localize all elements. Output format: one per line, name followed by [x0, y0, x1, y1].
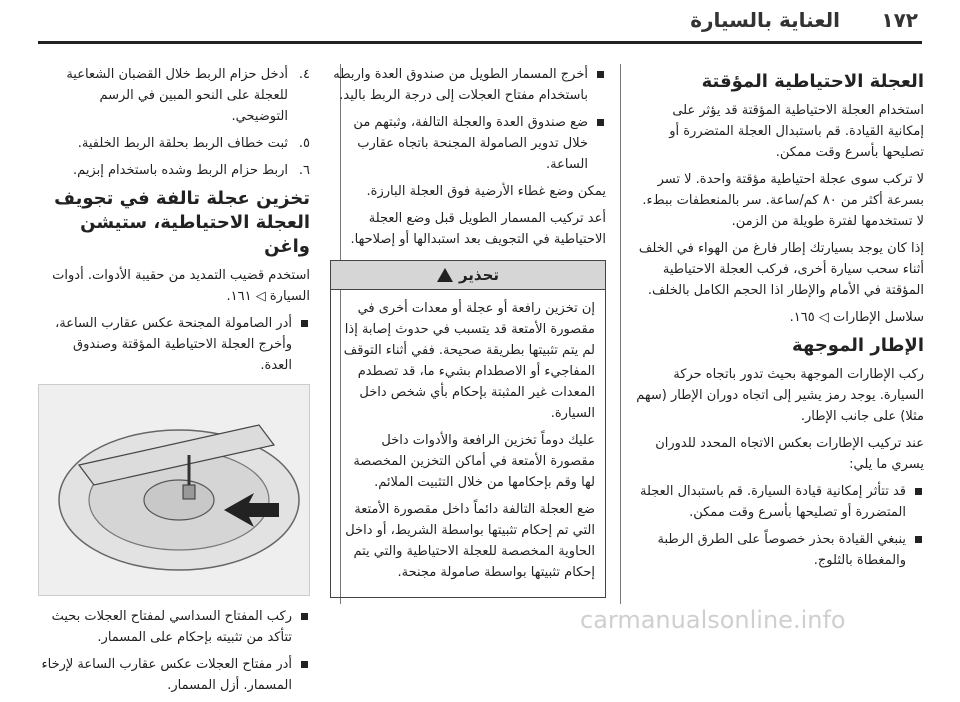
- step-number: ٦.: [298, 163, 310, 178]
- numbered-step: [40, 160, 310, 181]
- watermark: carmanualsonline.info: [580, 606, 846, 634]
- numbered-step: [40, 64, 310, 127]
- section-title: تخزين عجلة تالفة في تجويف العجلة الاحتياطية، ستيشن واغن: [54, 188, 310, 257]
- paragraph: استخدام العجلة الاحتياطية المؤقتة قد يؤثر على إمكانية القيادة. قم باستبدال العجلة المتضررة أو تصليحها بأسرع وقت ممكن.: [669, 103, 924, 160]
- bullet-text: أخرج المسمار الطويل من صندوق العدة واربطه باستخدام مفتاح العجلات إلى درجة الربط باليد.: [333, 67, 588, 103]
- middle-column: [330, 64, 606, 608]
- bullet-square-icon: [597, 71, 604, 78]
- bullet-square-icon: [301, 661, 308, 668]
- bullet-item: [330, 64, 606, 106]
- bullet-square-icon: [597, 119, 604, 126]
- column-divider: [620, 64, 621, 604]
- header-rule: [38, 41, 922, 44]
- bullet-text: قد تتأثر إمكانية قيادة السيارة. قم باستبدال العجلة المتضررة أو تصليحها بأسرع وقت ممكن.: [639, 484, 906, 520]
- step-text: ثبت خطاف الربط بحلقة الربط الخلفية.: [77, 136, 288, 151]
- bullet-square-icon: [915, 536, 922, 543]
- step-number: ٤.: [298, 67, 310, 82]
- bullet-text: ضع صندوق العدة والعجلة التالفة، وثبتهم من خلال تدوير الصامولة المجنحة باتجاه عقارب الساعة.: [353, 115, 588, 172]
- page-number: ١٧٢: [881, 8, 918, 32]
- spare-wheel-illustration: [38, 384, 310, 596]
- bullet-square-icon: [915, 488, 922, 495]
- bullet-item: [634, 529, 924, 571]
- step-text: أدخل حزام الربط خلال القضبان الشعاعية للعجلة على النحو المبين في الرسم التوضيحي.: [66, 67, 288, 124]
- paragraph: عليك دوماً تخزين الرافعة والأدوات داخل مقصورة الأمتعة في أماكن التخزين المخصصة لها وقم بإحكامها من خلال التثبيت الملائم.: [353, 433, 595, 490]
- bullet-square-icon: [301, 613, 308, 620]
- bullet-item: [634, 481, 924, 523]
- bullet-item: [330, 112, 606, 175]
- cross-reference: سلاسل الإطارات ◁ ١٦٥.: [789, 310, 924, 325]
- running-title: العناية بالسيارة: [690, 8, 840, 32]
- bullet-text: ينبغي القيادة بحذر خصوصاً على الطرق الرطبة والمغطاة بالثلوج.: [657, 532, 906, 568]
- right-column: [634, 64, 924, 577]
- paragraph: يمكن وضع غطاء الأرضية فوق العجلة البارزة.: [366, 184, 606, 199]
- warning-body: [331, 290, 605, 597]
- section-title: الإطار الموجهة: [792, 335, 924, 356]
- paragraph: أعد تركيب المسمار الطويل قبل وضع العجلة الاحتياطية في التجويف بعد استبدالها أو إصلاحها.: [350, 211, 606, 247]
- numbered-step: [40, 133, 310, 154]
- bullet-text: أدر مفتاح العجلات عكس عقارب الساعة لإرخاء المسمار. أزل المسمار.: [41, 657, 292, 693]
- bullet-text: ركب المفتاح السداسي لمفتاح العجلات بحيث تتأكد من تثبيته بإحكام على المسمار.: [51, 609, 292, 645]
- wheel-tool-drawing: [39, 385, 309, 595]
- left-column: [40, 64, 310, 702]
- paragraph: ضع العجلة التالفة دائماً داخل مقصورة الأمتعة التي تم إحكام تثبيتها بواسطة الشريط، أو داخل الحاوية المخصصة للعجلة الاحتياطية والتي يتم إحكام تثبيتها بواسطة صامولة مجنحة.: [345, 502, 595, 580]
- paragraph: إذا كان يوجد بسيارتك إطار فارغ من الهواء في الخلف أثناء سحب سيارة أخرى، فركب العجلة الاحتياطية المؤقتة في الأمام والإطار اذا الحجم الكامل بالخلف.: [638, 241, 924, 298]
- step-number: ٥.: [298, 136, 310, 151]
- bullet-text: أدر الصامولة المجنحة عكس عقارب الساعة، وأخرج العجلة الاحتياطية المؤقتة وصندوق العدة.: [55, 316, 292, 373]
- warning-triangle-icon: [437, 268, 453, 282]
- paragraph: لا تركب سوى عجلة احتياطية مؤقتة واحدة. لا تسر بسرعة أكثر من ٨٠ كم/ساعة. سر بالمنعطفات ببطء. لا تستخدمها لفترة طويلة من الزمن.: [642, 172, 924, 229]
- bullet-item: [40, 654, 310, 696]
- paragraph: استخدم قضيب التمديد من حقيبة الأدوات. أدوات السيارة ◁ ١٦١.: [52, 268, 310, 304]
- bullet-square-icon: [301, 320, 308, 327]
- section-title: العجلة الاحتياطية المؤقتة: [701, 71, 924, 92]
- page-header: [0, 0, 960, 42]
- bullet-item: [40, 313, 310, 376]
- warning-header: [331, 261, 605, 290]
- warning-title: تحذير: [458, 265, 500, 284]
- warning-box: [330, 260, 606, 598]
- paragraph: ركب الإطارات الموجهة بحيث تدور باتجاه حركة السيارة. يوجد رمز يشير إلى اتجاه دوران الإطار (سهم مثلا) على جانب الإطار.: [636, 367, 924, 424]
- step-text: اربط حزام الربط وشده باستخدام إبزيم.: [73, 163, 288, 178]
- paragraph: إن تخزين رافعة أو عجلة أو معدات أخرى في مقصورة الأمتعة قد يتسبب في حدوث إصابة إذا لم يتم تثبيتها بطريقة صحيحة. ففي أثناء التوقف المفاجيء أو الاصطدام بشيء ما، قد تصطدم المعدات غير المثبتة بإحكام بأي شخص داخل السيارة.: [343, 301, 595, 421]
- paragraph: عند تركيب الإطارات بعكس الاتجاه المحدد للدوران يسري ما يلي:: [655, 436, 924, 472]
